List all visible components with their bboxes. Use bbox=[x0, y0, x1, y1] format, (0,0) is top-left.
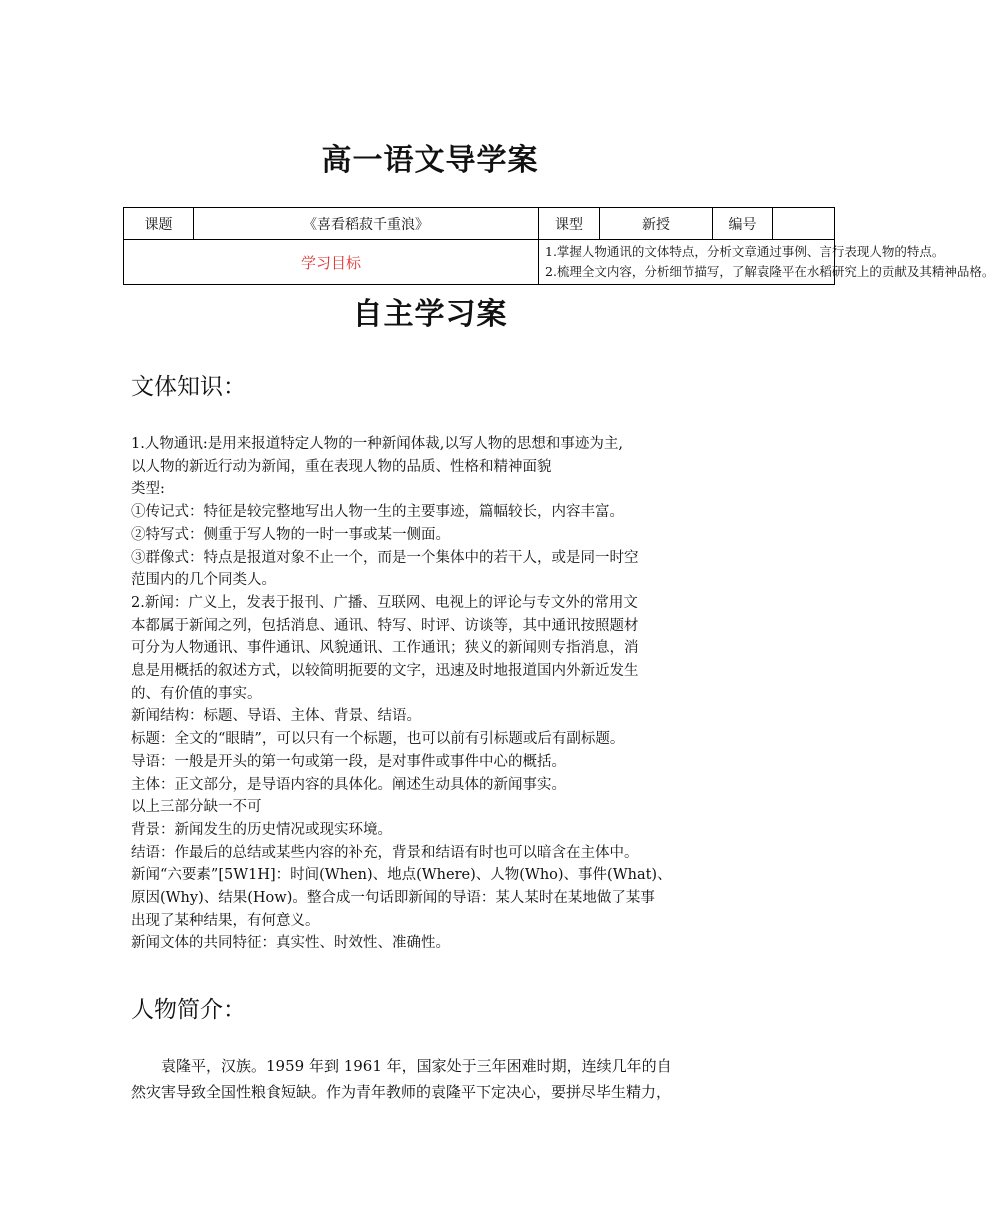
text-line: 2.新闻：广义上，发表于报刊、广播、互联网、电视上的评论与专文外的常用文 bbox=[131, 594, 638, 611]
text-line: 新闻“六要素”[5W1H]：时间(When)、地点(Where)、人物(Who)、事件(What)、 bbox=[131, 867, 672, 884]
topic-value: 《喜看稻菽千重浪》 bbox=[194, 208, 539, 240]
person-intro-body bbox=[131, 1053, 737, 1105]
text-line: 新闻结构：标题、导语、主体、背景、结语。 bbox=[131, 708, 421, 725]
text-line: 原因(Why)、结果(How)。整合成一句话即新闻的导语：某人某时在某地做了某事 bbox=[131, 890, 655, 907]
type-label: 课型 bbox=[539, 208, 600, 240]
text-line: 出现了某种结果，有何意义。 bbox=[131, 912, 320, 929]
text-line: 结语：作最后的总结或某些内容的补充，背景和结语有时也可以暗含在主体中。 bbox=[131, 844, 639, 861]
text-line: 1.人物通讯:是用来报道特定人物的一种新闻体裁,以写人物的思想和事迹为主, bbox=[131, 436, 623, 452]
genre-knowledge-heading: 文体知识： bbox=[131, 374, 246, 400]
text-line: 以上三部分缺一不可 bbox=[131, 799, 262, 816]
topic-label: 课题 bbox=[124, 208, 194, 240]
goals-label: 学习目标 bbox=[124, 240, 539, 285]
text-line: 袁隆平，汉族。1959 年到 1961 年，国家处于三年困难时期，连续几年的自 bbox=[131, 1057, 672, 1075]
text-line: 导语：一般是开头的第一句或第一段，是对事件或事件中心的概括。 bbox=[131, 753, 566, 770]
text-line: 新闻文体的共同特征：真实性、时效性、准确性。 bbox=[131, 935, 450, 952]
text-line: 以人物的新近行动为新闻，重在表现人物的品质、性格和精神面貌 bbox=[131, 458, 552, 475]
goal-item: 1.掌握人物通讯的文体特点，分析文章通过事例、言行表现人物的特点。 bbox=[545, 244, 945, 259]
info-table bbox=[123, 207, 994, 285]
text-line: 主体：正文部分，是导语内容的具体化。阐述生动具体的新闻事实。 bbox=[131, 776, 566, 793]
number-label: 编号 bbox=[713, 208, 773, 240]
text-line: 息是用概括的叙述方式，以较简明扼要的文字，迅速及时地报道国内外新近发生 bbox=[131, 663, 639, 680]
goal-item: 2.梳理全文内容，分析细节描写，了解袁隆平在水稻研究上的贡献及其精神品格。 bbox=[545, 264, 994, 279]
person-intro-heading: 人物简介： bbox=[131, 997, 246, 1023]
text-line: ②特写式：侧重于写人物的一时一事或某一侧面。 bbox=[131, 526, 450, 543]
section-title: 自主学习案 bbox=[352, 297, 508, 332]
info-row-topic bbox=[124, 208, 835, 240]
text-line: ①传记式：特征是较完整地写出人物一生的主要事迹，篇幅较长，内容丰富。 bbox=[131, 504, 624, 521]
text-line: 本都属于新闻之列，包括消息、通讯、特写、时评、访谈等，其中通讯按照题材 bbox=[131, 617, 639, 634]
text-line: 背景：新闻发生的历史情况或现实环境。 bbox=[131, 821, 392, 838]
document-title: 高一语文导学案 bbox=[321, 143, 539, 178]
text-line: ③群像式：特点是报道对象不止一个，而是一个集体中的若干人，或是同一时空 bbox=[131, 549, 639, 566]
text-line: 然灾害导致全国性粮食短缺。作为青年教师的袁隆平下定决心，要拼尽毕生精力， bbox=[131, 1083, 672, 1101]
text-line: 范围内的几个同类人。 bbox=[131, 572, 276, 589]
text-line: 的、有价值的事实。 bbox=[131, 685, 262, 702]
genre-knowledge-body bbox=[131, 433, 737, 955]
text-line: 可分为人物通讯、事件通讯、风貌通讯、工作通讯；狭义的新闻则专指消息，消 bbox=[131, 640, 639, 657]
type-value: 新授 bbox=[600, 208, 713, 240]
text-line: 标题：全文的“眼睛”，可以只有一个标题，也可以前有引标题或后有副标题。 bbox=[131, 731, 625, 748]
number-value bbox=[773, 208, 835, 240]
text-line: 类型: bbox=[131, 481, 165, 498]
info-row-goals bbox=[124, 240, 835, 285]
goals-list bbox=[539, 240, 994, 285]
